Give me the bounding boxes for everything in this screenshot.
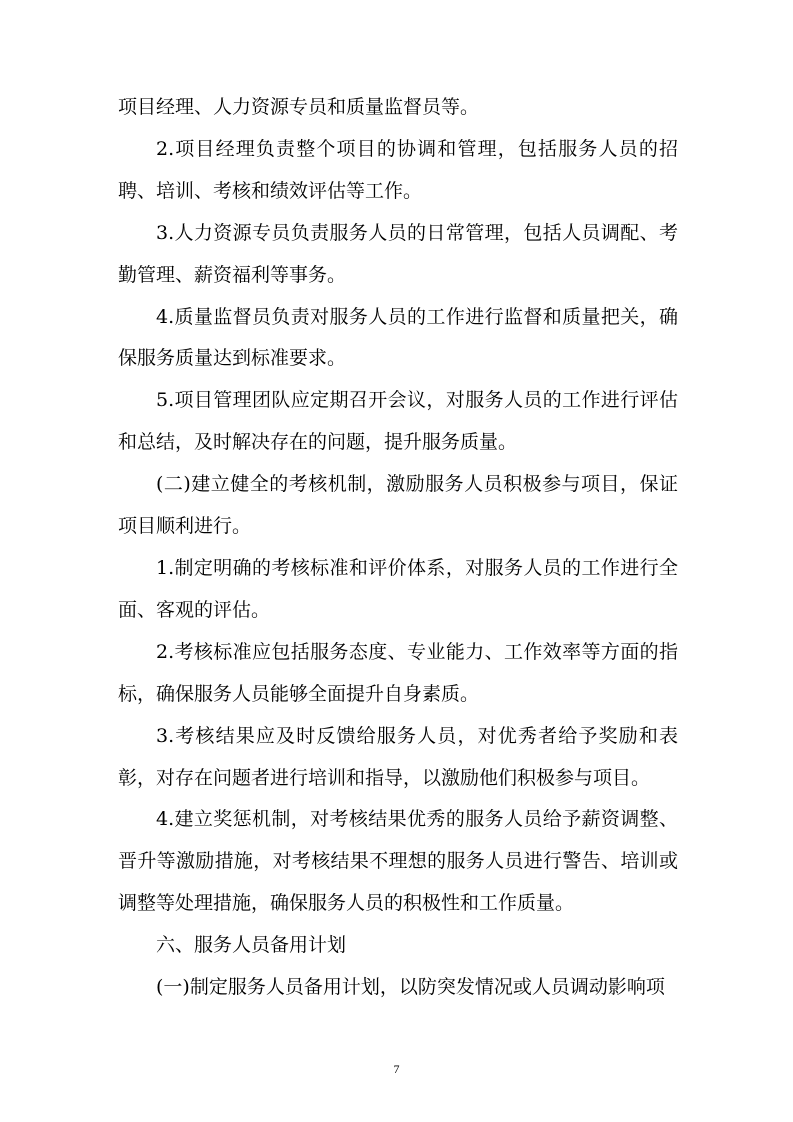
paragraph: 2.项目经理负责整个项目的协调和管理，包括服务人员的招聘、培训、考核和绩效评估等工作。 (118, 137, 678, 202)
paragraph: 3.人力资源专员负责服务人员的日常管理，包括人员调配、考勤管理、薪资福利等事务。 (118, 221, 678, 286)
paragraph: 4.建立奖惩机制，对考核结果优秀的服务人员给予薪资调整、晋升等激励措施，对考核结果不理想的服务人员进行警告、培训或调整等处理措施，确保服务人员的积极性和工作质量。 (118, 808, 678, 915)
page-number: 7 (393, 1062, 400, 1076)
paragraph: 项目经理、人力资源专员和质量监督员等。 (118, 96, 480, 118)
document-body (118, 87, 678, 1009)
paragraph: 5.项目管理团队应定期召开会议，对服务人员的工作进行评估和总结，及时解决存在的问题，提升服务质量。 (118, 389, 678, 454)
paragraph: 1.制定明确的考核标准和评价体系，对服务人员的工作进行全面、客观的评估。 (118, 556, 678, 621)
paragraph: 4.质量监督员负责对服务人员的工作进行监督和质量把关，确保服务质量达到标准要求。 (118, 305, 678, 370)
paragraph: (一)制定服务人员备用计划，以防突发情况或人员调动影响项 (156, 976, 665, 999)
paragraph: (二)建立健全的考核机制，激励服务人员积极参与项目，保证项目顺利进行。 (118, 473, 678, 538)
paragraph: 2.考核标准应包括服务态度、专业能力、工作效率等方面的指标，确保服务人员能够全面提升自身素质。 (118, 640, 678, 705)
section-heading: 六、服务人员备用计划 (156, 934, 347, 957)
paragraph: 3.考核结果应及时反馈给服务人员，对优秀者给予奖励和表彰，对存在问题者进行培训和指导，以激励他们积极参与项目。 (118, 724, 678, 789)
